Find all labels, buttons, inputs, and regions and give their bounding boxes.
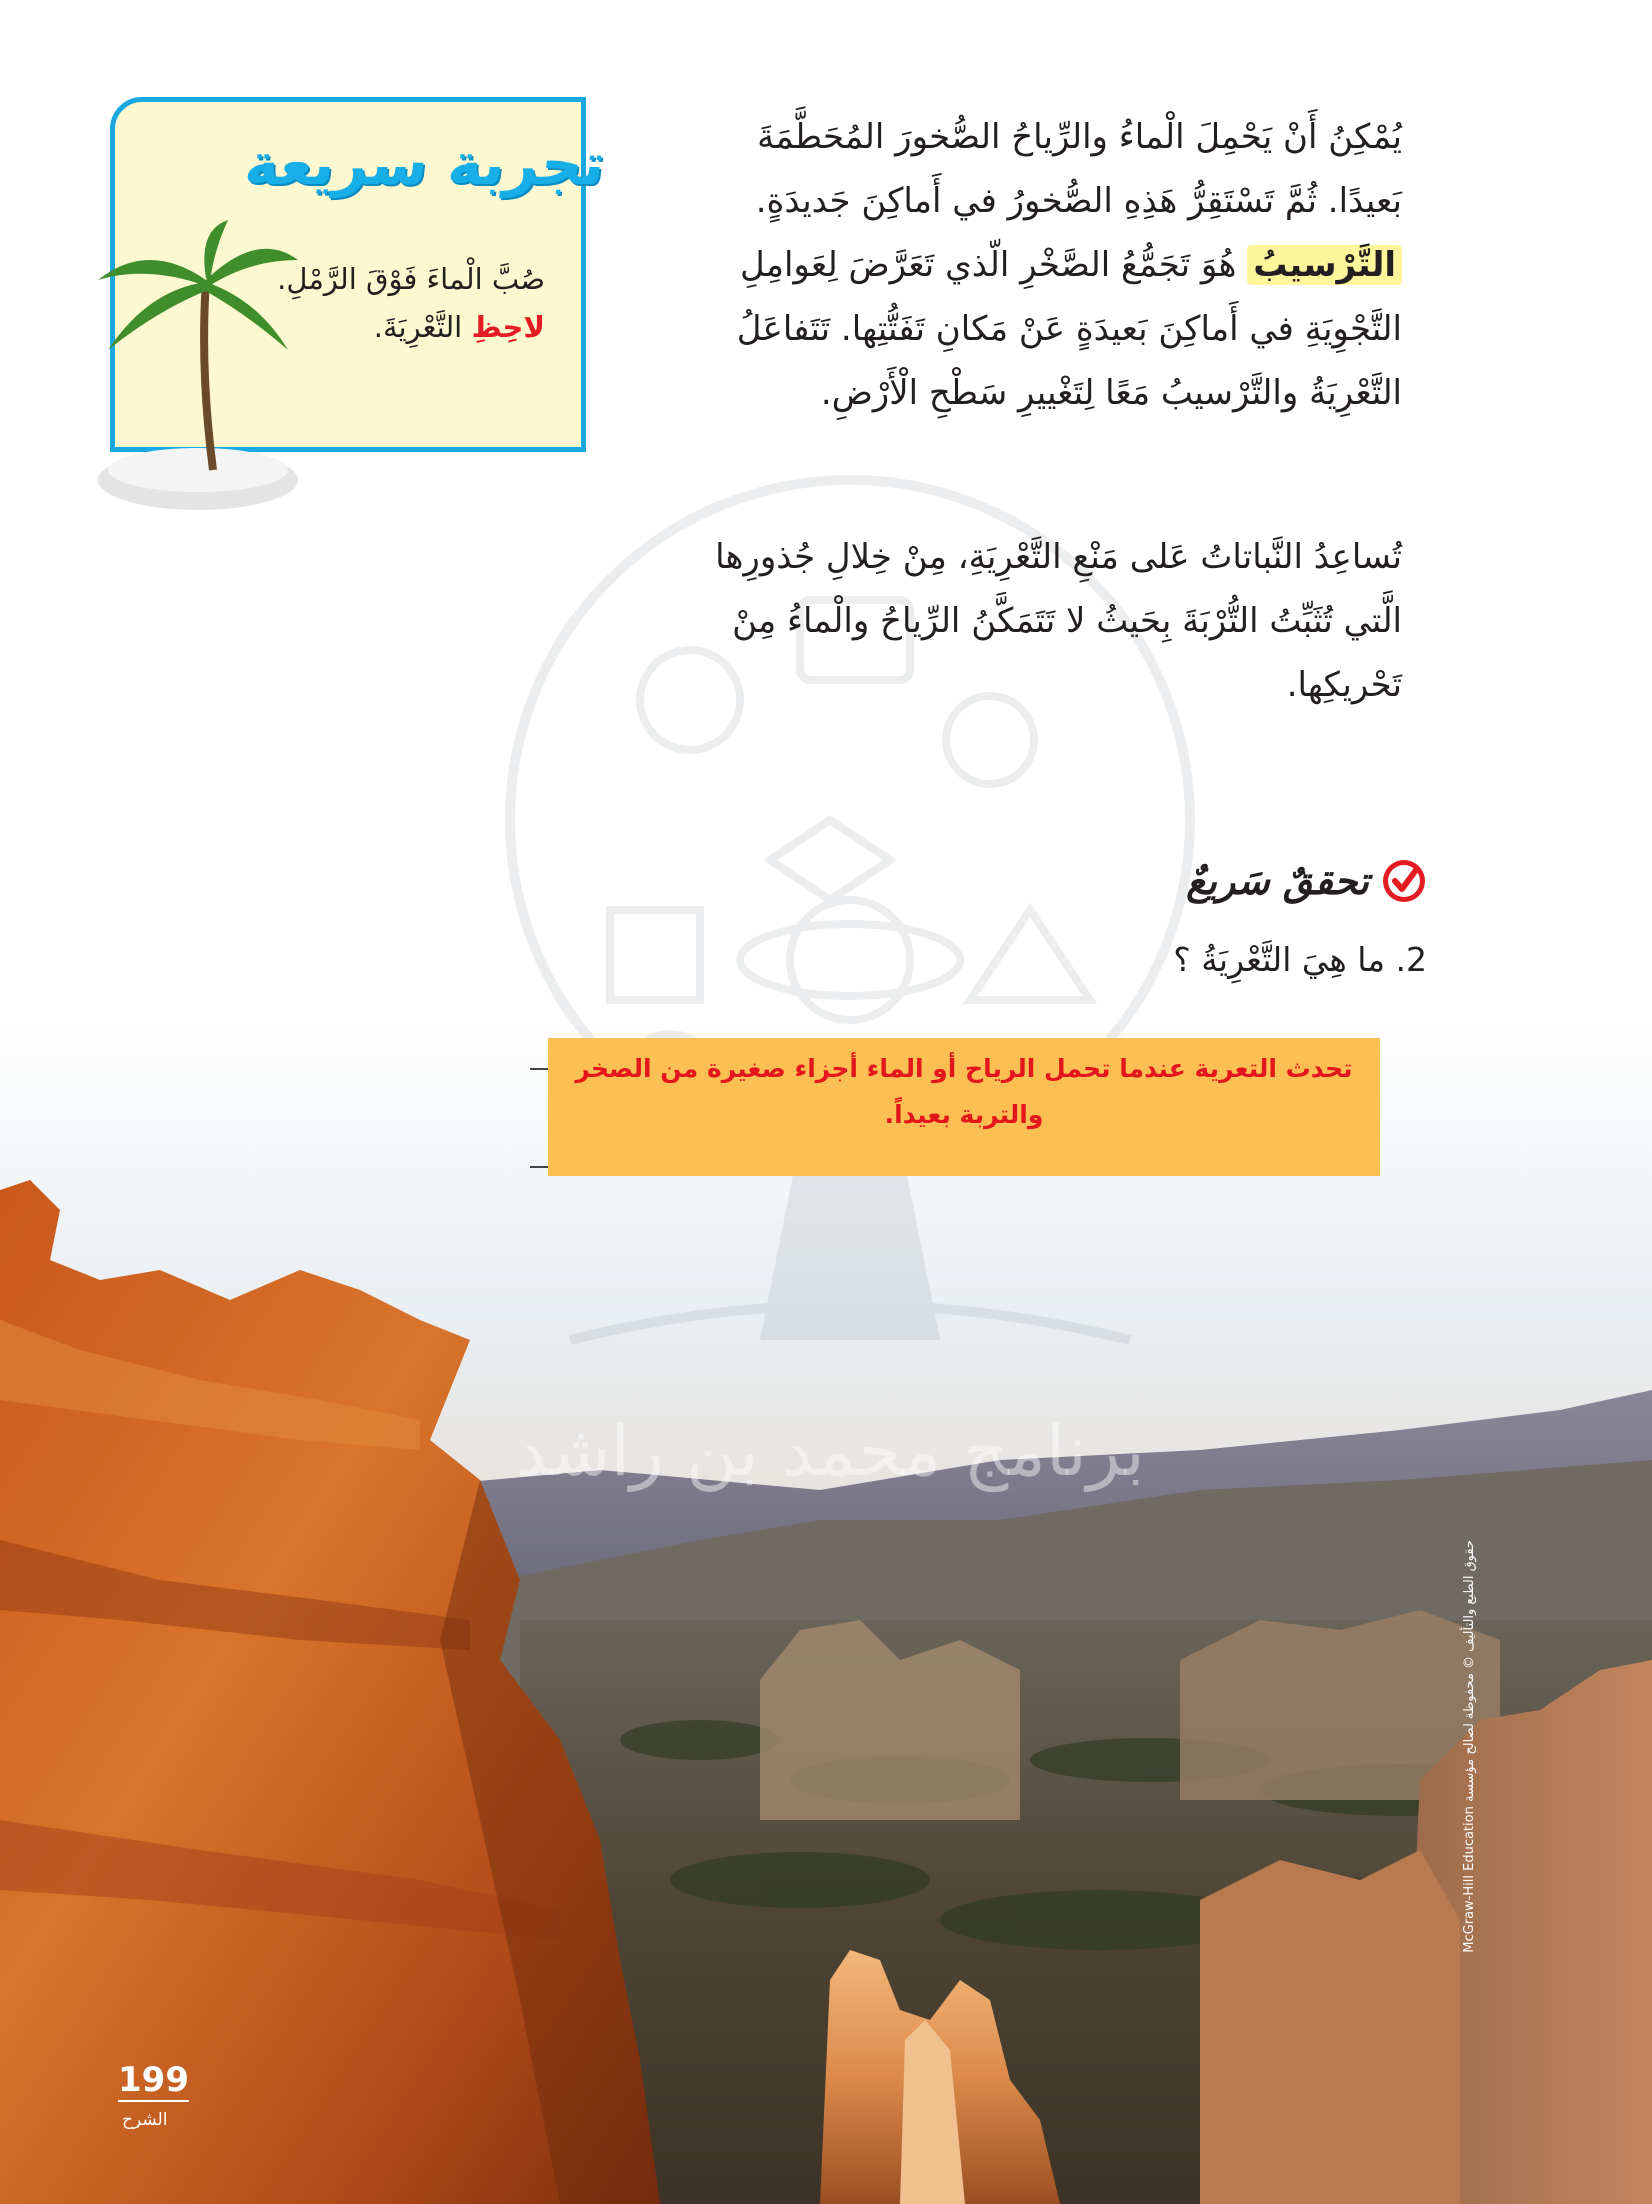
copyright-credit: حقوق الطبع والتأليف © محفوظة لصالح مؤسسة McGraw-Hill Education — [1462, 1540, 1477, 1953]
observe-text: التَّعْرِيَةَ. — [373, 310, 463, 344]
watermark-text: برنامج محمد بن راشد — [515, 1410, 1145, 1492]
quick-lab-step: صُبَّ الْماءَ فَوْقَ الرَّمْلِ. — [277, 262, 545, 296]
page-section-label: الشرح — [122, 2110, 168, 2130]
page-number: 199 — [118, 2060, 189, 2100]
paragraph-deposition — [692, 105, 1402, 425]
quick-check-title: تحققٌ سَريعٌ — [1186, 859, 1369, 903]
quick-lab-observe — [250, 303, 545, 351]
quick-check-heading — [1186, 858, 1427, 904]
paragraph-plants: تُساعِدُ النَّباتاتُ عَلى مَنْعِ التَّعْرِيَةِ، مِنْ خِلالِ جُذورِها الَّتي تُثَبِّتُ التُّرْبَةَ بِحَيثُ لا تَتَمَكَّنُ الرِّياحُ والْماءُ مِنْ تَحْريكِها. — [715, 537, 1402, 705]
paragraph-text-end: هُوَ تَجَمُّعُ الصَّخْرِ الّذي تَعَرَّضَ لِعَوامِلِ التَّجْوِيَةِ في أَماكِنَ بَعيدَةٍ عَنْ مَكانِ تَفَتُّتِها. تَتَفاعَلُ التَّعْرِيَةُ والتَّرْسيبُ مَعًا لِتَغْييرِ سَطْحِ الْأَرْضِ. — [736, 245, 1402, 413]
observe-label: لاحِظِ — [471, 310, 545, 344]
keyword-deposition: التَّرْسيبُ — [1247, 245, 1402, 285]
quick-lab-title: تجربة سريعة — [241, 130, 609, 198]
answer-box[interactable]: تحدث التعرية عندما تحمل الرياح أو الماء أجزاء صغيرة من الصخر والتربة بعيداً. — [548, 1038, 1380, 1176]
paragraph-text-start: يُمْكِنُ أَنْ يَحْمِلَ الْماءُ والرِّياحُ الصُّخورَ المُحَطَّمَةَ بَعيدًا. ثُمَّ تَسْتَقِرُّ هَذِهِ الصُّخورُ في أَماكِنَ جَديدَةٍ. — [755, 117, 1402, 221]
checkmark-icon — [1381, 858, 1427, 904]
question-2: 2. ما هِيَ التَّعْرِيَةُ ؟ — [1173, 940, 1427, 979]
quick-lab-instructions — [250, 255, 545, 351]
